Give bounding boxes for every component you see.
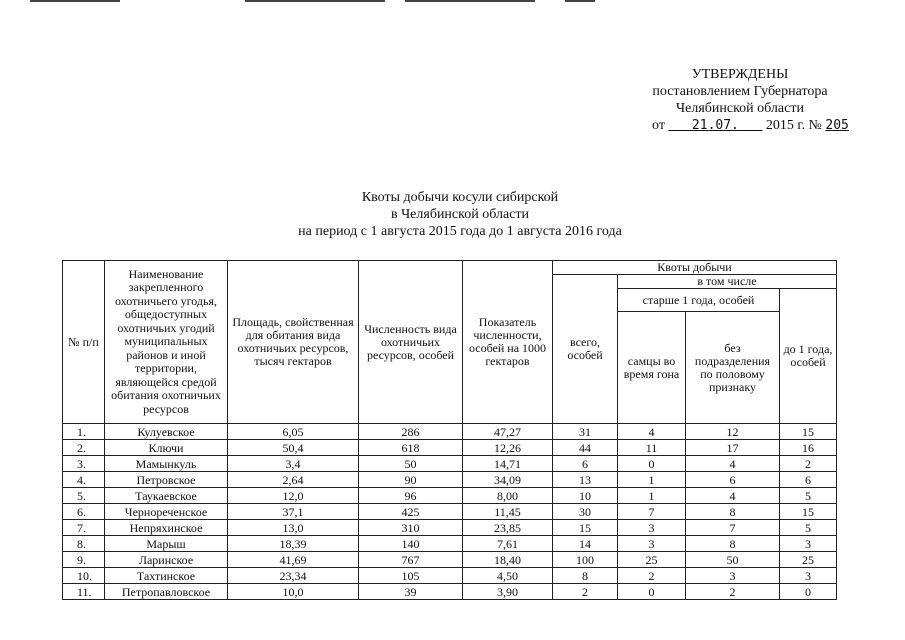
cell-num: 6. (63, 504, 105, 520)
cell-area: 50,4 (228, 440, 359, 456)
cell-young: 3 (780, 536, 837, 552)
cell-density: 12,26 (463, 440, 553, 456)
cell-males: 1 (618, 488, 686, 504)
cell-num: 9. (63, 552, 105, 568)
cell-total: 31 (553, 424, 618, 440)
cell-name: Непряхинское (105, 520, 228, 536)
cell-name: Марыш (105, 536, 228, 552)
cell-young: 0 (780, 584, 837, 600)
quota-table-body (63, 424, 837, 600)
approval-heading: УТВЕРЖДЕНЫ (691, 67, 789, 82)
cell-population: 105 (359, 568, 463, 584)
cell-males: 1 (618, 472, 686, 488)
cell-population: 39 (359, 584, 463, 600)
approval-date: 21.07. (691, 118, 739, 133)
cell-num: 3. (63, 456, 105, 472)
cell-area: 41,69 (228, 552, 359, 568)
table-row (63, 552, 837, 568)
cell-area: 3,4 (228, 456, 359, 472)
cell-young: 5 (780, 488, 837, 504)
cell-population: 310 (359, 520, 463, 536)
cell-total: 13 (553, 472, 618, 488)
cell-total: 30 (553, 504, 618, 520)
cell-population: 96 (359, 488, 463, 504)
cell-density: 3,90 (463, 584, 553, 600)
header-population: Численность вида охотничьих ресурсов, особей (359, 261, 463, 424)
cell-males: 11 (618, 440, 686, 456)
cell-total: 2 (553, 584, 618, 600)
cell-area: 18,39 (228, 536, 359, 552)
cell-males: 25 (618, 552, 686, 568)
header-older: старше 1 года, особей (618, 289, 780, 312)
cell-young: 3 (780, 568, 837, 584)
header-num: № п/п (63, 261, 105, 424)
cell-nosex: 2 (686, 584, 780, 600)
table-row (63, 456, 837, 472)
table-row (63, 424, 837, 440)
cell-nosex: 4 (686, 456, 780, 472)
year-text: 2015 г. № (765, 118, 822, 133)
cell-name: Тахтинское (105, 568, 228, 584)
cell-population: 50 (359, 456, 463, 472)
header-area: Площадь, свойственная для обитания вида охотничьих ресурсов, тысяч гектаров (228, 261, 359, 424)
cell-density: 7,61 (463, 536, 553, 552)
header-including: в том числе (618, 275, 837, 289)
cell-name: Петровское (105, 472, 228, 488)
document-title (255, 189, 665, 240)
header-young: до 1 года, особей (780, 289, 837, 424)
cell-nosex: 3 (686, 568, 780, 584)
cell-total: 14 (553, 536, 618, 552)
cell-num: 2. (63, 440, 105, 456)
cell-num: 10. (63, 568, 105, 584)
scan-edge-line (245, 0, 385, 2)
cell-density: 18,40 (463, 552, 553, 568)
cell-num: 5. (63, 488, 105, 504)
cell-males: 4 (618, 424, 686, 440)
cell-num: 8. (63, 536, 105, 552)
cell-population: 90 (359, 472, 463, 488)
cell-total: 15 (553, 520, 618, 536)
cell-males: 3 (618, 536, 686, 552)
cell-nosex: 4 (686, 488, 780, 504)
cell-total: 44 (553, 440, 618, 456)
cell-total: 10 (553, 488, 618, 504)
cell-density: 23,85 (463, 520, 553, 536)
cell-young: 16 (780, 440, 837, 456)
cell-density: 4,50 (463, 568, 553, 584)
cell-area: 23,34 (228, 568, 359, 584)
cell-population: 425 (359, 504, 463, 520)
cell-nosex: 8 (686, 504, 780, 520)
cell-density: 8,00 (463, 488, 553, 504)
approval-line: постановлением Губернатора (652, 84, 828, 99)
cell-num: 7. (63, 520, 105, 536)
cell-young: 6 (780, 472, 837, 488)
scan-edge-line (405, 0, 535, 2)
cell-nosex: 7 (686, 520, 780, 536)
title-line: в Челябинской области (390, 207, 530, 222)
cell-nosex: 8 (686, 536, 780, 552)
cell-nosex: 12 (686, 424, 780, 440)
header-total: всего, особей (553, 275, 618, 424)
cell-area: 37,1 (228, 504, 359, 520)
approval-stamp (620, 66, 860, 134)
cell-density: 34,09 (463, 472, 553, 488)
from-label: от (652, 118, 665, 133)
table-row (63, 472, 837, 488)
cell-population: 618 (359, 440, 463, 456)
cell-total: 6 (553, 456, 618, 472)
approval-order-line (620, 117, 860, 134)
cell-total: 100 (553, 552, 618, 568)
cell-density: 47,27 (463, 424, 553, 440)
title-line: на период с 1 августа 2015 года до 1 августа 2016 года (298, 224, 622, 239)
cell-num: 4. (63, 472, 105, 488)
cell-name: Ларинское (105, 552, 228, 568)
header-nosex: без подразделения по половому признаку (686, 312, 780, 424)
cell-num: 1. (63, 424, 105, 440)
cell-young: 25 (780, 552, 837, 568)
cell-area: 2,64 (228, 472, 359, 488)
header-density: Показатель численности, особей на 1000 гектаров (463, 261, 553, 424)
cell-density: 11,45 (463, 504, 553, 520)
cell-num: 11. (63, 584, 105, 600)
approval-number: 205 (825, 118, 849, 133)
approval-line: Челябинской области (676, 101, 804, 116)
table-row (63, 568, 837, 584)
cell-population: 767 (359, 552, 463, 568)
title-line: Квоты добычи косули сибирской (361, 190, 559, 205)
cell-name: Петропавловское (105, 584, 228, 600)
header-name: Наименование закрепленного охотничьего угодья, общедоступных охотничьих угодий муниципальных районов и иной территории, являющейся средой обитания охотничьих ресурсов (105, 261, 228, 424)
scan-edge-line (565, 0, 595, 2)
cell-nosex: 6 (686, 472, 780, 488)
cell-young: 5 (780, 520, 837, 536)
cell-nosex: 50 (686, 552, 780, 568)
cell-males: 7 (618, 504, 686, 520)
quota-table (62, 260, 837, 600)
cell-population: 140 (359, 536, 463, 552)
cell-males: 0 (618, 584, 686, 600)
cell-name: Ключи (105, 440, 228, 456)
cell-nosex: 17 (686, 440, 780, 456)
cell-population: 286 (359, 424, 463, 440)
cell-young: 2 (780, 456, 837, 472)
cell-area: 13,0 (228, 520, 359, 536)
scan-edge-line (30, 0, 120, 2)
cell-males: 2 (618, 568, 686, 584)
cell-name: Мамынкуль (105, 456, 228, 472)
cell-density: 14,71 (463, 456, 553, 472)
cell-name: Кулуевское (105, 424, 228, 440)
cell-males: 3 (618, 520, 686, 536)
table-row (63, 520, 837, 536)
cell-young: 15 (780, 504, 837, 520)
cell-males: 0 (618, 456, 686, 472)
header-males: самцы во время гона (618, 312, 686, 424)
cell-name: Чернореченское (105, 504, 228, 520)
cell-total: 8 (553, 568, 618, 584)
table-row (63, 536, 837, 552)
cell-area: 6,05 (228, 424, 359, 440)
cell-name: Таукаевское (105, 488, 228, 504)
cell-young: 15 (780, 424, 837, 440)
cell-area: 10,0 (228, 584, 359, 600)
table-row (63, 584, 837, 600)
cell-area: 12,0 (228, 488, 359, 504)
header-quotas: Квоты добычи (553, 261, 837, 275)
table-row (63, 440, 837, 456)
table-row (63, 488, 837, 504)
table-row (63, 504, 837, 520)
